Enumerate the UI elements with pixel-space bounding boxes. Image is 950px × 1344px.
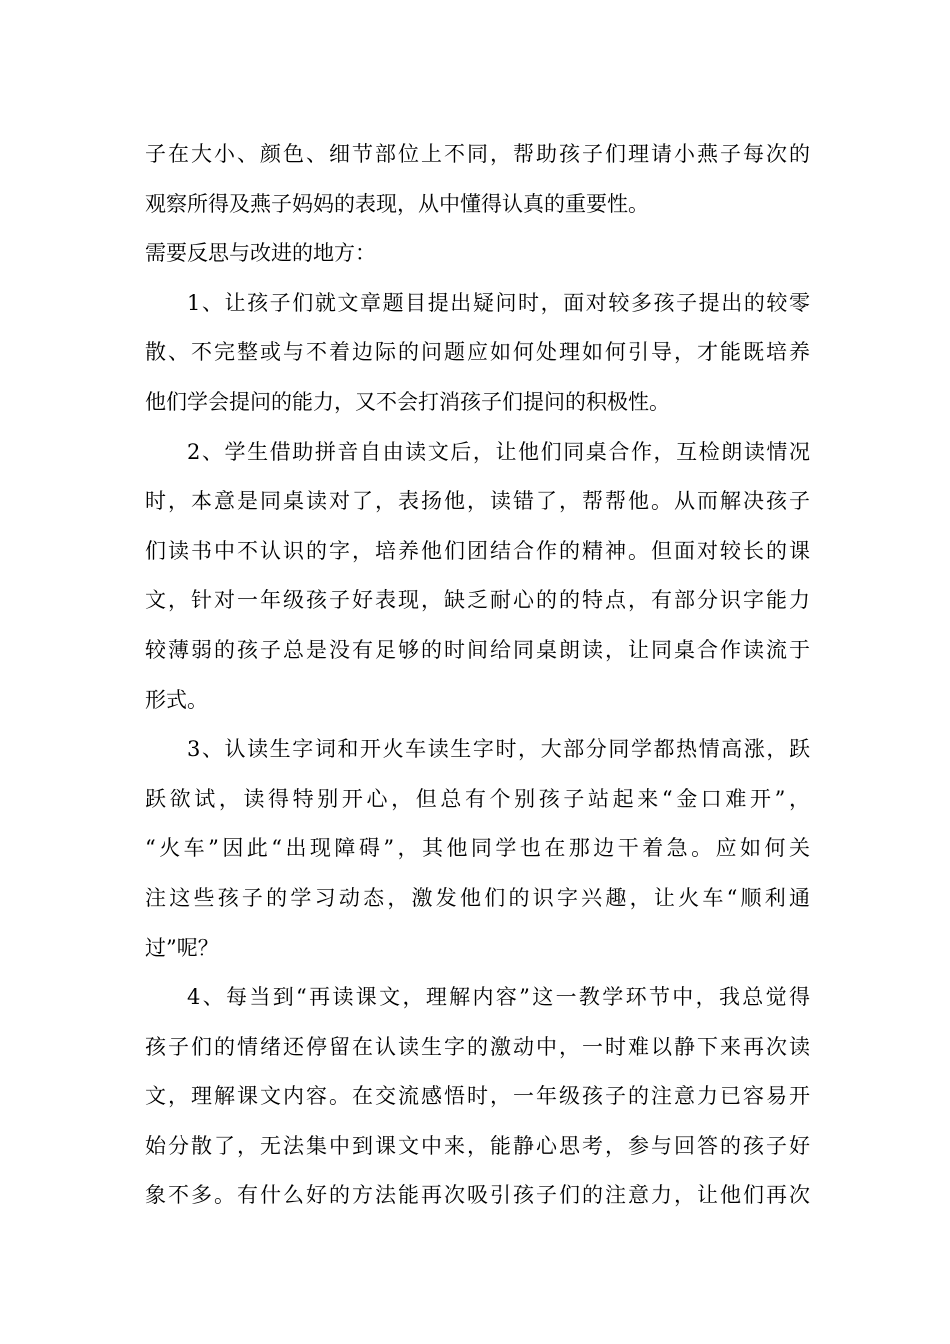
text-line: 们读书中不认识的字，培养他们团结合作的精神。但面对较长的课 bbox=[145, 538, 810, 563]
text-line: 4、每当到“再读课文，理解内容”这一教学环节中，我总觉得 bbox=[187, 985, 810, 1010]
text-line: 过”呢？ bbox=[145, 935, 219, 960]
text-line: 他们学会提问的能力，又不会打消孩子们提问的积极性。 bbox=[145, 389, 670, 414]
text-line: 象不多。有什么好的方法能再次吸引孩子们的注意力，让他们再次 bbox=[145, 1183, 810, 1208]
text-line: 较薄弱的孩子总是没有足够的时间给同桌朗读，让同桌合作读流于 bbox=[145, 637, 810, 662]
text-line: 注这些孩子的学习动态，激发他们的识字兴趣，让火车“顺利通 bbox=[145, 885, 810, 910]
text-line: 形式。 bbox=[145, 687, 208, 712]
text-line: 子在大小、颜色、细节部位上不同，帮助孩子们理请小燕子每次的 bbox=[145, 142, 810, 166]
text-line: 文，理解课文内容。在交流感悟时，一年级孩子的注意力已容易开 bbox=[145, 1084, 810, 1109]
text-line: 始分散了，无法集中到课文中来，能静心思考，参与回答的孩子好 bbox=[145, 1133, 810, 1158]
text-line: “火车”因此“出现障碍”，其他同学也在那边干着急。应如何关 bbox=[145, 836, 810, 861]
text-line: 文，针对一年级孩子好表现，缺乏耐心的的特点，有部分识字能力 bbox=[145, 588, 810, 613]
body-text bbox=[145, 130, 810, 1221]
text-line: 孩子们的情绪还停留在认读生字的激动中，一时难以静下来再次读 bbox=[145, 1034, 810, 1059]
text-line: 2、学生借助拼音自由读文后，让他们同桌合作，互检朗读情况 bbox=[187, 439, 810, 464]
text-line: 需要反思与改进的地方： bbox=[145, 241, 376, 266]
text-line: 1、让孩子们就文章题目提出疑问时，面对较多孩子提出的较零 bbox=[187, 290, 810, 315]
text-line: 观察所得及燕子妈妈的表现，从中懂得认真的重要性。 bbox=[145, 191, 649, 216]
text-line: 跃欲试，读得特别开心，但总有个别孩子站起来“金口难开”， bbox=[145, 786, 810, 811]
text-line: 时，本意是同桌读对了，表扬他，读错了，帮帮他。从而解决孩子 bbox=[145, 489, 810, 514]
text-line: 3、认读生字词和开火车读生字时，大部分同学都热情高涨，跃 bbox=[187, 737, 810, 762]
text-line: 散、不完整或与不着边际的问题应如何处理如何引导，才能既培养 bbox=[145, 340, 810, 365]
